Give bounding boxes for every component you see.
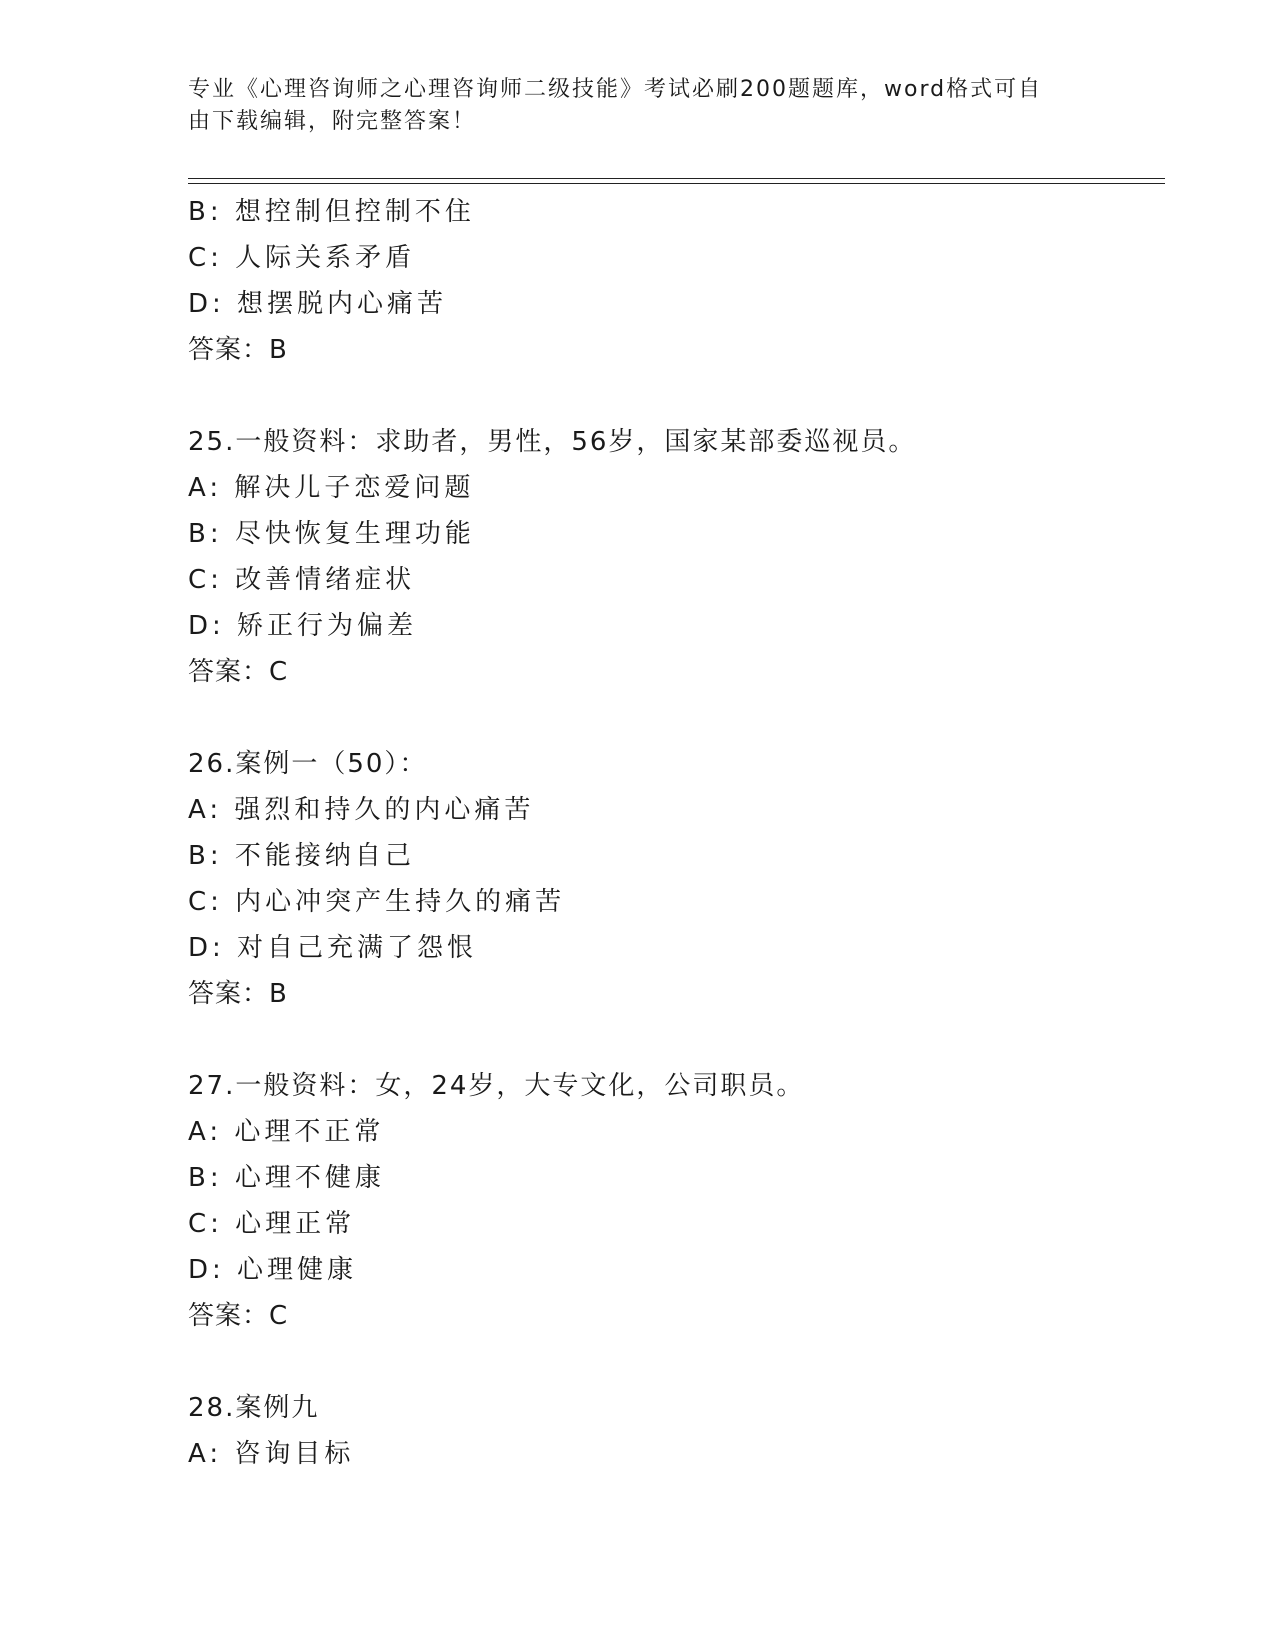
spacer (188, 1339, 1165, 1385)
option-a-28: A: 咨询目标 (188, 1439, 355, 1469)
option-b-24: B: 想控制但控制不住 (188, 197, 475, 227)
option-c-27: C: 心理正常 (188, 1209, 356, 1239)
option-c-25: C: 改善情绪症状 (188, 565, 416, 595)
option-c-24: C: 人际关系矛盾 (188, 243, 416, 273)
header-line-1: 专业《心理咨询师之心理咨询师二级技能》考试必刷200题题库，word格式可自 (188, 77, 1043, 102)
header-line-2: 由下载编辑，附完整答案！ (188, 109, 477, 134)
option-b-27: B: 心理不健康 (188, 1163, 385, 1193)
question-28: 28.案例九 (188, 1393, 320, 1423)
question-26: 26.案例一（50）： (188, 749, 428, 779)
document-header (188, 74, 1068, 138)
option-d-27: D: 心理健康 (188, 1255, 358, 1285)
answer-25: 答案：C (188, 657, 289, 687)
answer-27: 答案：C (188, 1301, 289, 1331)
option-d-24: D: 想摆脱内心痛苦 (188, 289, 448, 319)
option-d-25: D: 矫正行为偏差 (188, 611, 418, 641)
answer-24: 答案：B (188, 335, 288, 365)
header-divider (188, 178, 1165, 184)
option-a-25: A: 解决儿子恋爱问题 (188, 473, 475, 503)
option-d-26: D: 对自己充满了怨恨 (188, 933, 478, 963)
question-27: 27.一般资料：女，24岁，大专文化，公司职员。 (188, 1071, 805, 1101)
option-b-25: B: 尽快恢复生理功能 (188, 519, 475, 549)
question-25: 25.一般资料：求助者，男性，56岁，国家某部委巡视员。 (188, 427, 917, 457)
answer-26: 答案：B (188, 979, 288, 1009)
spacer (188, 695, 1165, 741)
spacer (188, 1017, 1165, 1063)
option-c-26: C: 内心冲突产生持久的痛苦 (188, 887, 566, 917)
spacer (188, 373, 1165, 419)
option-a-26: A: 强烈和持久的内心痛苦 (188, 795, 535, 825)
question-list (188, 189, 1165, 1477)
option-a-27: A: 心理不正常 (188, 1117, 385, 1147)
option-b-26: B: 不能接纳自己 (188, 841, 415, 871)
